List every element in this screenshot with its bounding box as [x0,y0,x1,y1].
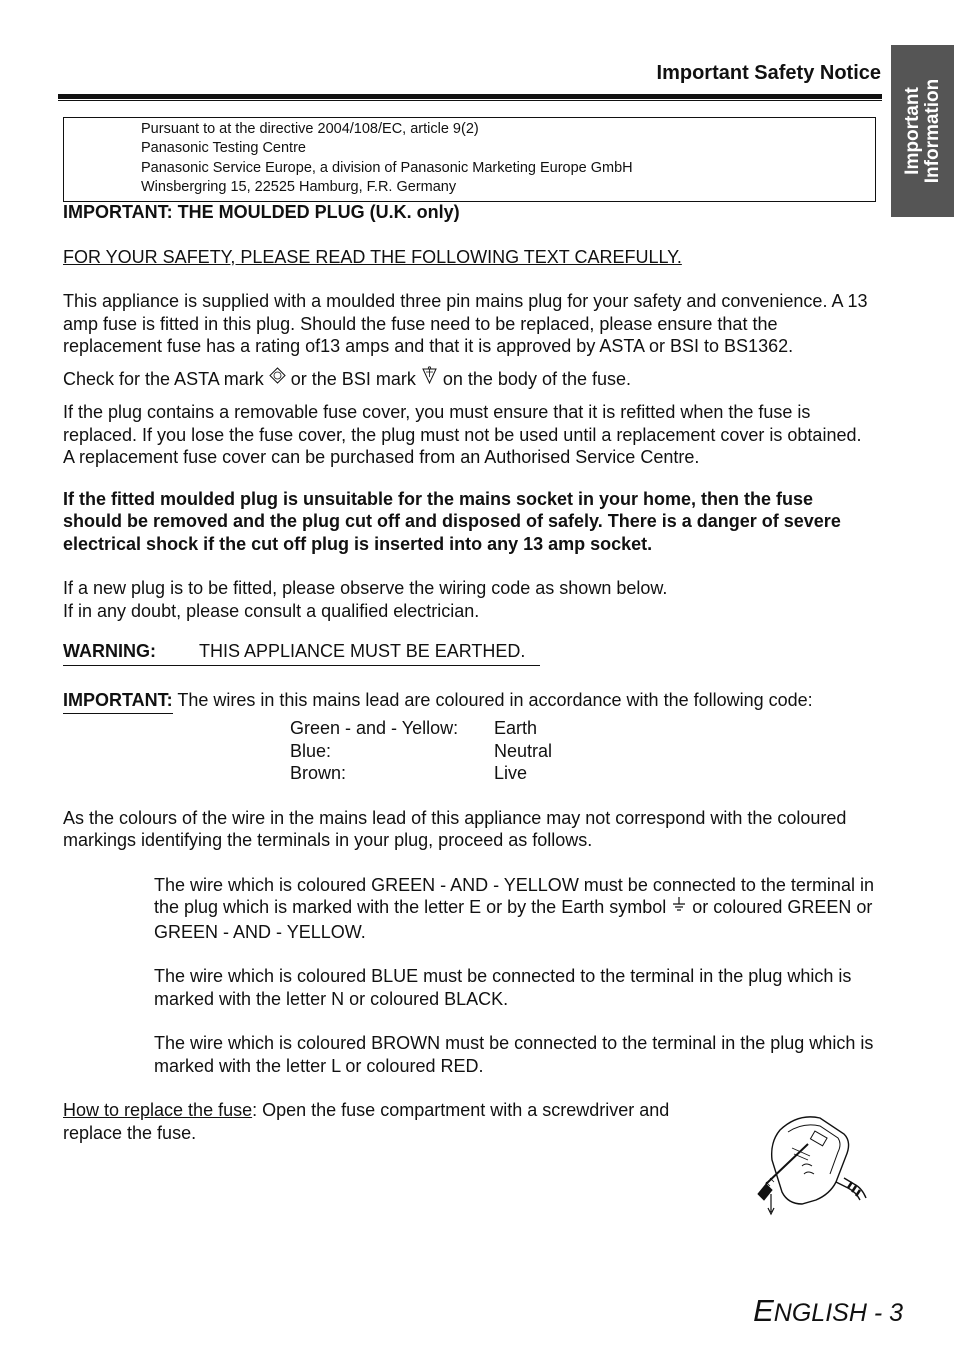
wire-colour-intro [63,689,875,715]
wire-colour: Brown: [290,763,347,783]
wire-function: Live [494,763,528,783]
table-row [290,740,552,763]
wire-colour: Green - and - Yellow: [290,718,459,738]
wire-green-text-b: or coloured GREEN or GREEN - AND - YELLOW. [154,897,873,942]
important-label: IMPORTANT: [63,689,173,715]
fuse-rating-paragraph: This appliance is supplied with a moulded three pin mains plug for your safety and convenience. A 13 amp fuse is fitted in this plug. Should the fuse need to be replaced, please ensure that the replacement fuse has a rating of13 amps and that it is approved by ASTA or BSI to BS1362. [63,291,868,356]
wire-colour-table [290,717,552,785]
plug-danger-paragraph: If the fitted moulded plug is unsuitable for the mains socket in your home, then the fuse should be removed and the plug cut off and disposed of safely. There is a danger of severe electrical shock if the cut off plug is inserted into any 13 amp socket. [63,488,841,554]
check-text-2: or the BSI mark [290,368,416,389]
fuse-mark-check [63,367,875,393]
section-side-tab[interactable] [891,45,954,217]
wire-colour-intro-text: The wires in this mains lead are coloured in accordance with the following code: [172,689,813,710]
page-number-initial: E [753,1293,774,1328]
wire-blue-instruction: The wire which is coloured BLUE must be connected to the terminal in the plug which is marked with the letter N or coloured BLACK. [154,966,852,1009]
safety-read-notice: FOR YOUR SAFETY, PLEASE READ THE FOLLOWING TEXT CAREFULLY. [63,246,682,267]
new-plug-line-1: If a new plug is to be fitted, please observe the wiring code as shown below. [63,578,668,598]
warning-label: WARNING: [63,641,156,661]
new-plug-line-2: If in any doubt, please consult a qualified electrician. [63,600,480,621]
wire-green-text-a: The wire which is coloured GREEN - AND - YELLOW must be connected to the terminal in the plug which is marked with the letter E or by the Earth symbol [154,874,874,917]
wire-colour: Blue: [290,740,332,761]
notice-line: Panasonic Service Europe, a division of Panasonic Marketing Europe GmbH [141,159,633,176]
plug-heading: IMPORTANT: THE MOULDED PLUG (U.K. only) [63,202,460,222]
table-row [290,762,552,785]
fuse-cover-paragraph: If the plug contains a removable fuse cover, you must ensure that it is refitted when the fuse is replaced. If you lose the fuse cover, the plug must not be used until a replacement cover is obtained. A replacement fuse cover can be purchased from an Authorised Service Centre. [63,402,862,467]
asta-mark-icon [269,367,286,392]
fuse-replace-link[interactable]: How to replace the fuse [63,1100,253,1120]
directive-notice-box [63,117,876,202]
notice-line: Winsbergring 15, 22525 Hamburg, F.R. Germany [141,178,457,195]
side-tab-line2: Information [921,78,943,184]
check-text-3: on the body of the fuse. [442,368,631,389]
plug-screwdriver-illustration [748,1108,872,1216]
header-rule-thick [58,94,882,99]
header-rule-thin [58,100,882,101]
bsi-kitemark-icon [421,366,438,392]
page-number-rest: NGLISH - 3 [773,1299,903,1327]
wire-green-instruction [154,874,876,944]
page-header-title: Important Safety Notice [656,62,881,84]
side-tab-line1: Important [901,87,923,175]
wiring-instructions [154,874,876,1078]
fuse-replace-text: : Open the fuse compartment with a screwdriver and replace the fuse. [63,1100,670,1143]
wire-brown-instruction: The wire which is coloured BROWN must be connected to the terminal in the plug which is marked with the letter L or coloured RED. [154,1033,874,1076]
wire-function: Neutral [494,740,553,761]
warning-text: THIS APPLIANCE MUST BE EARTHED. [199,641,526,661]
earth-symbol-icon [671,896,687,920]
page-number [753,1293,903,1328]
check-text-1: Check for the ASTA mark [63,368,264,389]
main-content [63,201,875,1144]
wire-function: Earth [494,718,538,738]
fuse-replace-instruction [63,1099,723,1144]
table-row [290,717,552,740]
notice-line: Panasonic Testing Centre [141,140,306,157]
earth-warning [63,640,540,666]
notice-line: Pursuant to at the directive 2004/108/EC, article 9(2) [141,121,479,137]
terminal-markings-paragraph: As the colours of the wire in the mains lead of this appliance may not correspond with the coloured markings identifying the terminals in your plug, proceed as follows. [63,807,847,850]
